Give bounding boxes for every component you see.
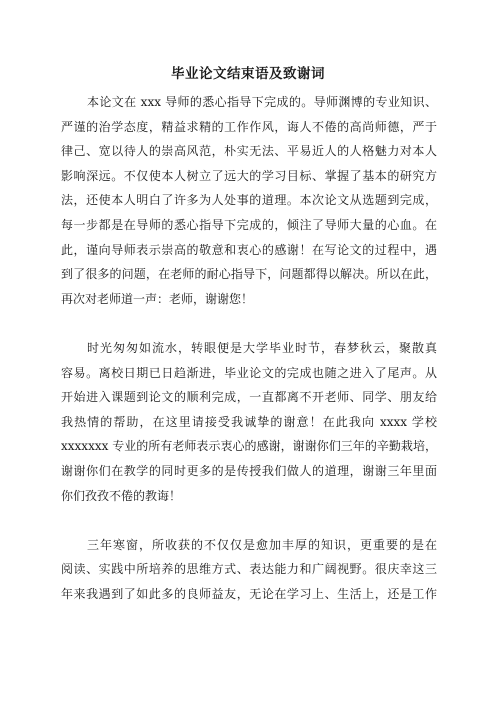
text-line: 法，还使本人明白了许多为人处事的道理。本次论文从选题到完成， xyxy=(61,193,437,208)
paragraph-3 xyxy=(61,533,437,607)
text-line: 到了很多的问题，在老师的耐心指导下，问题都得以解决。所以在此， xyxy=(61,267,437,282)
text-line: 本论文在 xxx 导师的悉心指导下完成的。导师渊博的专业知识、 xyxy=(87,95,437,109)
paragraph-gap xyxy=(61,508,437,533)
text-line: 谢谢你们在教学的同时更多的是传授我们做人的道理，谢谢三年里面 xyxy=(61,463,437,478)
text-line: 阅读、实践中所培养的思维方式、表达能力和广阔视野。很庆幸这三 xyxy=(61,562,437,577)
text-line: 再次对老师道一声：老师，谢谢您！ xyxy=(61,291,254,306)
text-line: xxxxxxx 专业的所有老师表示衷心的感谢，谢谢你们三年的辛勤栽培， xyxy=(61,439,437,454)
text-line: 影响深远。不仅使本人树立了远大的学习目标、掌握了基本的研究方 xyxy=(61,168,437,183)
document-title: 毕业论文结束语及致谢词 xyxy=(171,66,325,82)
text-line: 律己、宽以待人的崇高风范，朴实无法、平易近人的人格魅力对本人 xyxy=(61,144,437,159)
text-line: 容易。离校日期已日趋渐进，毕业论文的完成也随之进入了尾声。从 xyxy=(61,365,437,380)
text-line: 我热情的帮助，在这里请接受我诚挚的谢意！在此我向 xxxx 学校 xyxy=(61,414,437,429)
text-line: 你们孜孜不倦的教诲！ xyxy=(61,488,182,503)
text-line: 此，谨向导师表示崇高的敬意和衷心的感谢！在写论文的过程中，遇 xyxy=(61,242,437,257)
text-line: 每一步都是在导师的悉心指导下完成的，倾注了导师大量的心血。在 xyxy=(61,217,437,232)
text-line: 年来我遇到了如此多的良师益友，无论在学习上、生活上，还是工作 xyxy=(61,586,437,601)
document-body xyxy=(61,90,437,606)
text-line: 开始进入课题到论文的顺利完成，一直都离不开老师、同学、朋友给 xyxy=(61,390,437,405)
paragraph-2 xyxy=(61,336,437,508)
text-line: 时光匆匆如流水，转眼便是大学毕业时节，春梦秋云，聚散真 xyxy=(87,340,437,355)
paragraph-1 xyxy=(61,90,437,311)
paragraph-gap xyxy=(61,311,437,336)
text-line: 三年寒窗，所收获的不仅仅是愈加丰厚的知识，更重要的是在 xyxy=(87,537,437,552)
text-line: 严谨的治学态度，精益求精的工作作风，诲人不倦的高尚师德，严于 xyxy=(61,119,437,134)
